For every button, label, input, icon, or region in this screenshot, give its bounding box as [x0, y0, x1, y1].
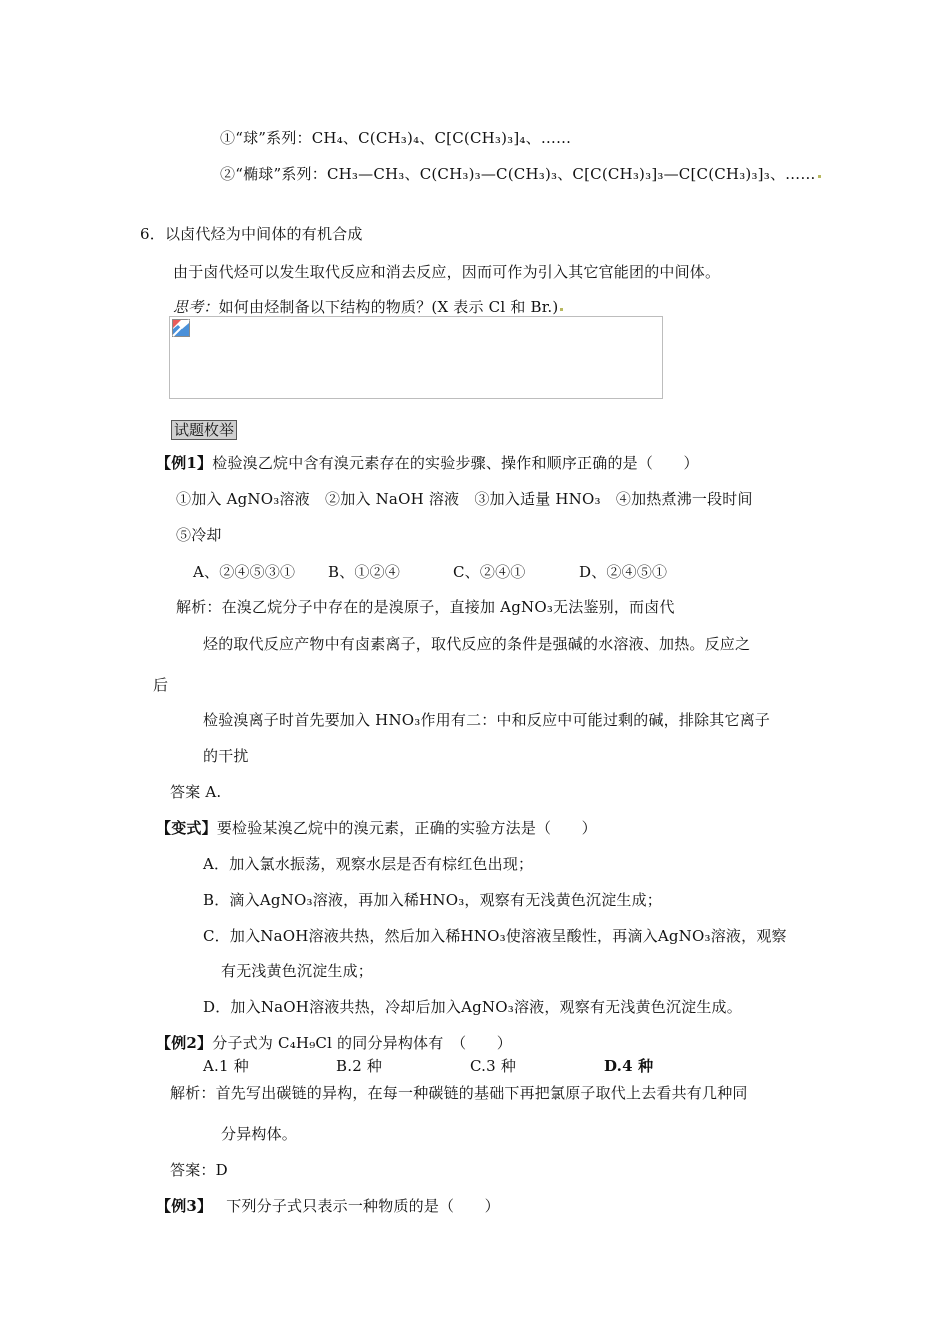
example-2-option-b: B.2 种	[336, 1057, 383, 1075]
ball-series-line	[220, 128, 571, 148]
example-1-label: 【例1】	[156, 454, 213, 472]
variant-option-b: B．滴入AgNO₃溶液，再加入稀HNO₃，观察有无浅黄色沉淀生成；	[203, 891, 663, 909]
example-1-option-b: B、①②④	[328, 563, 401, 581]
example-3-question: 下列分子式只表示一种物质的是（ ）	[226, 1197, 500, 1215]
variant-label: 【变式】	[156, 819, 217, 837]
example-1-option-c: C、②④①	[453, 563, 526, 581]
section-tag: 试题枚举	[171, 420, 237, 440]
variant-option-c-1: C．加入NaOH溶液共热，然后加入稀HNO₃使溶液呈酸性，再滴入AgNO₃溶液，观察	[203, 927, 787, 945]
example-1-question: 检验溴乙烷中含有溴元素存在的实验步骤、操作和顺序正确的是（ ）	[212, 454, 699, 472]
example-1-answer: 答案 A.	[170, 783, 222, 801]
think-text: 如何由烃制备以下结构的物质？(X 表示 Cl 和 Br.)	[218, 298, 559, 316]
example-1-analysis-1: 解析：在溴乙烷分子中存在的是溴原子，直接加 AgNO₃无法鉴别，而卤代	[176, 598, 675, 616]
variant-option-a: A．加入氯水振荡，观察水层是否有棕红色出现；	[203, 855, 534, 873]
section-6-heading: 6．以卤代烃为中间体的有机合成	[140, 225, 363, 243]
anchor-mark	[818, 175, 821, 178]
example-2-analysis-2: 分异构体。	[221, 1125, 298, 1143]
example-2-label: 【例2】	[156, 1034, 213, 1052]
ball-series-formulas: CH₄、C(CH₃)₄、C[C(CH₃)₃]₄、……	[311, 129, 572, 147]
example-1-analysis-4: 检验溴离子时首先要加入 HNO₃作用有二：中和反应中可能过剩的碱，排除其它离子	[203, 711, 771, 729]
ellipsoid-series-formulas: CH₃—CH₃、C(CH₃)₃—C(CH₃)₃、C[C(CH₃)₃]₃—C[C(CH₃)₃]₃、……	[326, 165, 816, 183]
example-1-option-d: D、②④⑤①	[579, 563, 668, 581]
example-3-question-line	[156, 1196, 500, 1216]
variant-option-d: D．加入NaOH溶液共热，冷却后加入AgNO₃溶液，观察有无浅黄色沉淀生成。	[203, 998, 742, 1016]
example-1-steps-1: ①加入 AgNO₃溶液 ②加入 NaOH 溶液 ③加入适量 HNO₃ ④加热煮沸一段时间	[176, 490, 753, 508]
broken-image-icon	[172, 319, 190, 337]
example-1-analysis-5: 的干扰	[203, 747, 249, 765]
example-2-answer: 答案：D	[170, 1161, 228, 1179]
example-1-question-line	[156, 453, 699, 473]
example-2-question-line	[156, 1033, 512, 1053]
example-2-question: 分子式为 C₄H₉Cl 的同分异构体有 （ ）	[212, 1034, 512, 1052]
variant-option-c-2: 有无浅黄色沉淀生成；	[221, 962, 374, 980]
example-1-analysis-2: 烃的取代反应产物中有卤素离子，取代反应的条件是强碱的水溶液、加热。反应之	[203, 635, 751, 653]
variant-question: 要检验某溴乙烷中的溴元素，正确的实验方法是（ ）	[216, 819, 597, 837]
anchor-mark	[560, 308, 563, 311]
example-1-steps-2: ⑤冷却	[176, 526, 222, 544]
ellipsoid-series-line	[220, 164, 821, 184]
ball-series-prefix: ①“球”系列：	[220, 129, 312, 147]
example-2-option-a: A.1 种	[203, 1057, 249, 1075]
example-1-option-a: A、②④⑤③①	[193, 563, 296, 581]
example-1-analysis-3: 后	[153, 676, 169, 694]
think-label: 思考：	[173, 298, 219, 316]
section-6-intro: 由于卤代烃可以发生取代反应和消去反应，因而可作为引入其它官能团的中间体。	[173, 263, 721, 281]
example-2-analysis-1: 解析：首先写出碳链的异构，在每一种碳链的基础下再把氯原子取代上去看共有几种同	[170, 1084, 748, 1102]
think-line	[173, 297, 563, 317]
ellipsoid-series-prefix: ②“椭球”系列：	[220, 165, 327, 183]
example-3-label: 【例3】	[156, 1197, 213, 1215]
structure-image-placeholder	[169, 316, 663, 399]
example-2-option-c: C.3 种	[470, 1057, 517, 1075]
example-2-option-d: D.4 种	[604, 1057, 654, 1075]
variant-question-line	[156, 818, 597, 838]
